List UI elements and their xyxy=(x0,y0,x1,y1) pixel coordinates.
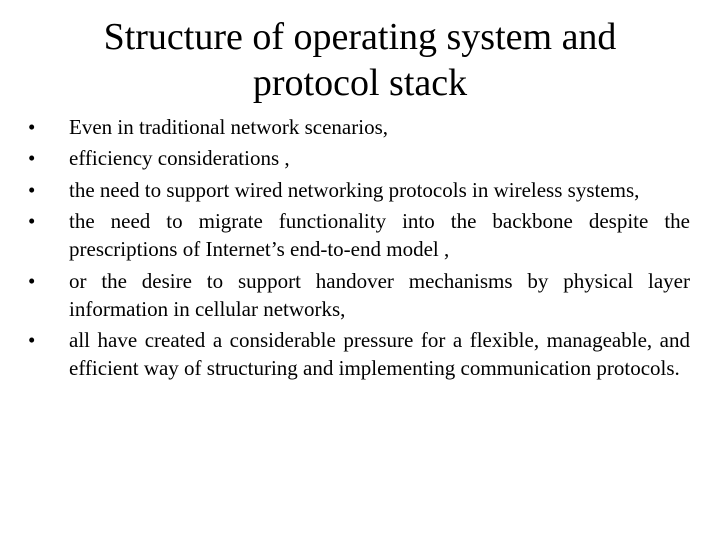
bullet-text: or the desire to support handover mechanisms by physical layer information in cellular networks, xyxy=(69,268,690,321)
slide-title xyxy=(40,14,680,106)
bullet-text: the need to migrate functionality into the backbone despite the prescriptions of Internet’s end-to-end model , xyxy=(69,209,690,262)
bullet-item xyxy=(28,113,690,141)
slide-title-line-2: protocol stack xyxy=(252,62,468,104)
bullet-marker: • xyxy=(28,268,36,293)
bullet-list xyxy=(28,113,690,385)
bullet-marker: • xyxy=(28,327,36,352)
bullet-text: the need to support wired networking protocols in wireless systems, xyxy=(69,177,640,202)
bullet-marker: • xyxy=(28,209,36,234)
bullet-marker: • xyxy=(28,146,36,171)
bullet-marker: • xyxy=(28,177,36,202)
bullet-item xyxy=(28,326,690,382)
bullet-text: all have created a considerable pressure for a flexible, manageable, and efficient way of structuring and implementing communication protocols. xyxy=(69,327,690,380)
bullet-item xyxy=(28,176,690,204)
bullet-marker: • xyxy=(28,115,36,139)
bullet-item xyxy=(28,267,690,323)
bullet-text: Even in traditional network scenarios, xyxy=(69,115,388,139)
bullet-text: efficiency considerations , xyxy=(69,146,290,171)
slide-title-line-1: Structure of operating system and xyxy=(103,16,617,58)
bullet-item xyxy=(28,144,690,172)
bullet-item xyxy=(28,207,690,263)
